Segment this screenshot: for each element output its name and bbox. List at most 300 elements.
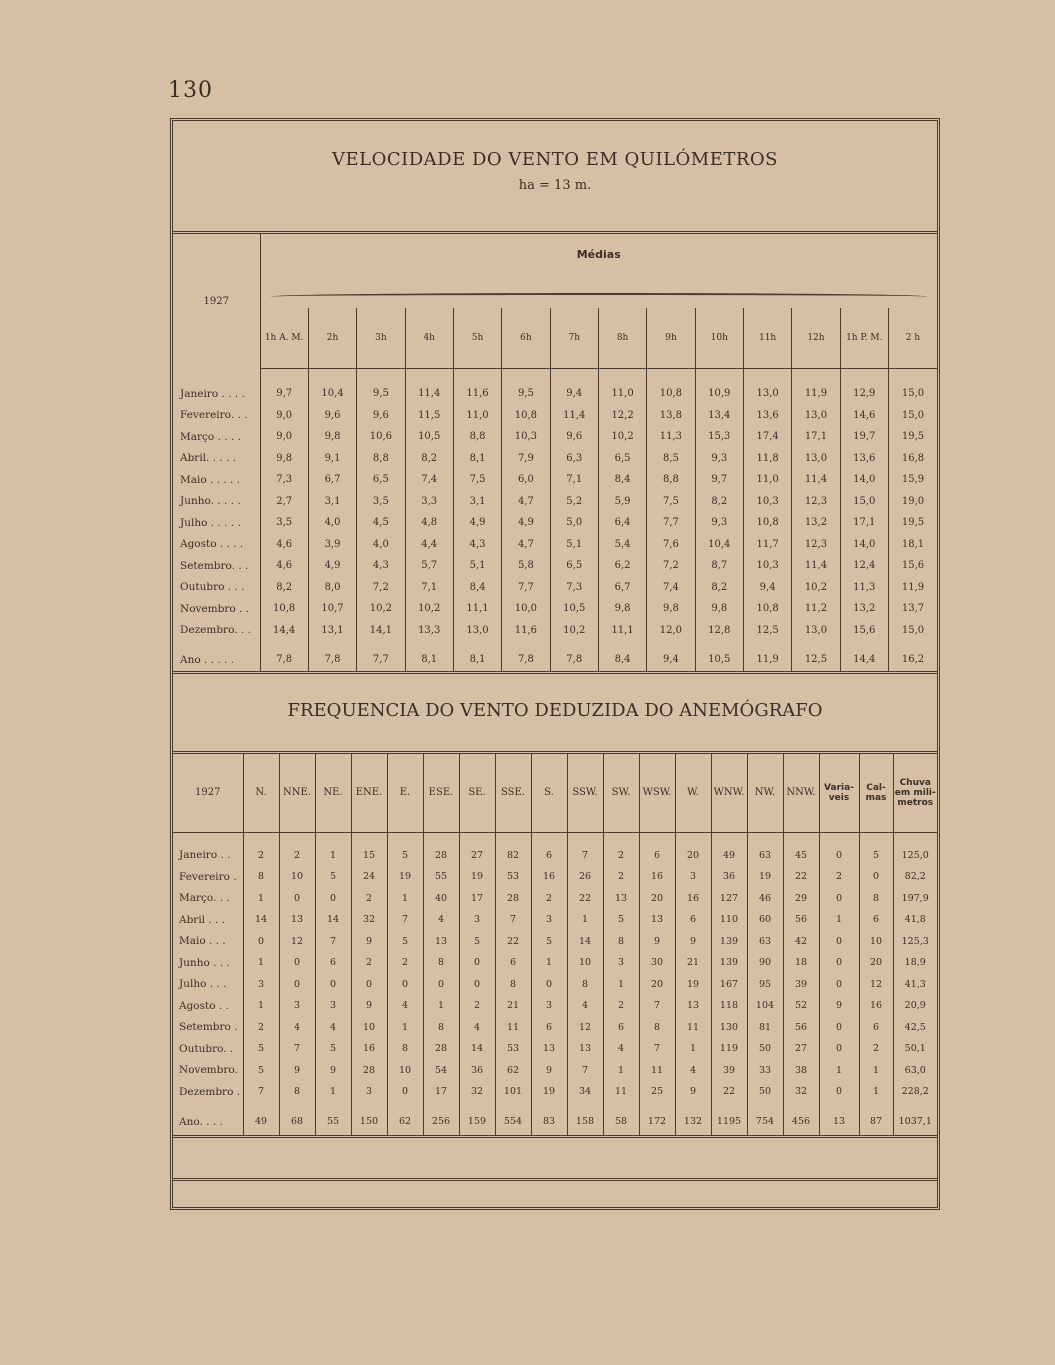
month-label: Junho . . . xyxy=(173,952,243,974)
month-label: Abril . . . xyxy=(173,909,243,931)
frequency-cell: 22 xyxy=(567,888,603,910)
speed-cell: 11,5 xyxy=(405,405,453,427)
frequency-cell: 1 xyxy=(675,1038,711,1060)
speed-cell: 4,9 xyxy=(453,512,501,534)
frequency-cell: 4 xyxy=(279,1017,315,1039)
speed-cell: 9,8 xyxy=(260,448,308,470)
speed-cell: 4,9 xyxy=(308,555,356,577)
frequency-cell: 8 xyxy=(639,1017,675,1039)
frequency-cell: 1 xyxy=(819,909,859,931)
table-frame xyxy=(170,118,940,1210)
frequency-cell: 30 xyxy=(639,952,675,974)
frequency-cell: 19 xyxy=(387,866,423,888)
frequency-cell: 1 xyxy=(859,1081,893,1103)
month-label: Julho . . . . . xyxy=(173,512,260,534)
frequency-cell: 6 xyxy=(603,1017,639,1039)
annual-cell: 159 xyxy=(459,1109,495,1137)
speed-cell: 8,7 xyxy=(695,555,743,577)
frequency-cell: 45 xyxy=(783,845,819,867)
frequency-cell: 5 xyxy=(315,866,351,888)
speed-cell: 3,5 xyxy=(357,491,405,513)
frequency-cell: 49 xyxy=(711,845,747,867)
annual-cell: 10,5 xyxy=(695,649,743,672)
frequency-cell: 0 xyxy=(459,974,495,996)
annual-cell: 7,8 xyxy=(260,649,308,672)
speed-cell: 3,1 xyxy=(308,491,356,513)
frequency-cell: 18 xyxy=(783,952,819,974)
speed-cell: 11,3 xyxy=(840,577,888,599)
frequency-cell: 28 xyxy=(423,1038,459,1060)
hour-header: 12h xyxy=(792,308,840,369)
speed-cell: 9,5 xyxy=(502,383,550,405)
direction-header: NNW. xyxy=(783,754,819,833)
frequency-cell: 21 xyxy=(675,952,711,974)
speed-cell: 11,9 xyxy=(901,581,925,593)
direction-header: W. xyxy=(675,754,711,833)
speed-cell: 3,1 xyxy=(453,491,501,513)
frequency-cell: 8 xyxy=(603,931,639,953)
speed-cell: 13,2 xyxy=(792,512,840,534)
frequency-cell: 125,3 xyxy=(901,935,929,947)
frequency-cell: 6 xyxy=(315,952,351,974)
frequency-cell: 2 xyxy=(603,995,639,1017)
frequency-cell: 4 xyxy=(603,1038,639,1060)
frequency-cell: 0 xyxy=(279,974,315,996)
frequency-cell: 1 xyxy=(315,845,351,867)
hour-header: 8h xyxy=(598,308,646,369)
frequency-cell: 5 xyxy=(531,931,567,953)
speed-cell: 9,6 xyxy=(357,405,405,427)
speed-cell: 9,6 xyxy=(308,405,356,427)
frequency-cell: 9 xyxy=(675,1081,711,1103)
frequency-cell: 9 xyxy=(351,931,387,953)
speed-cell: 13,2 xyxy=(840,598,888,620)
speed-cell: 16,8 xyxy=(901,452,925,464)
frequencia-table xyxy=(173,754,937,1138)
table-row xyxy=(173,620,937,642)
speed-cell: 13,6 xyxy=(840,448,888,470)
frequency-cell: 2 xyxy=(243,845,279,867)
speed-cell: 9,8 xyxy=(598,598,646,620)
frequency-cell: 9 xyxy=(819,995,859,1017)
frequency-cell: 7 xyxy=(567,1060,603,1082)
speed-cell: 15,6 xyxy=(901,560,925,572)
frequency-cell: 6 xyxy=(531,1017,567,1039)
speed-cell: 19,7 xyxy=(840,426,888,448)
speed-cell: 4,0 xyxy=(308,512,356,534)
speed-cell: 7,1 xyxy=(405,577,453,599)
frequency-cell: 53 xyxy=(495,866,531,888)
medias-label: Médias xyxy=(260,234,937,308)
speed-cell: 10,8 xyxy=(743,512,791,534)
frequency-cell: 25 xyxy=(639,1081,675,1103)
frequency-cell: 1 xyxy=(567,909,603,931)
annual-cell: 58 xyxy=(603,1109,639,1137)
frequency-cell: 0 xyxy=(819,845,859,867)
frequency-cell: 42,5 xyxy=(904,1021,926,1033)
speed-cell: 7,3 xyxy=(550,577,598,599)
frequency-cell: 0 xyxy=(819,888,859,910)
frequency-cell: 2 xyxy=(351,888,387,910)
frequency-cell: 0 xyxy=(423,974,459,996)
speed-cell: 19,5 xyxy=(901,431,925,443)
month-label: Abril. . . . . xyxy=(173,448,260,470)
frequency-cell: 3 xyxy=(459,909,495,931)
frequency-cell: 9 xyxy=(675,931,711,953)
speed-cell: 13,3 xyxy=(405,620,453,642)
speed-cell: 6,7 xyxy=(308,469,356,491)
speed-cell: 7,3 xyxy=(260,469,308,491)
frequency-cell: 18,9 xyxy=(904,957,926,969)
speed-cell: 15,0 xyxy=(901,388,925,400)
frequency-cell: 22 xyxy=(711,1081,747,1103)
frequency-cell: 1 xyxy=(603,1060,639,1082)
frequency-cell: 1 xyxy=(387,888,423,910)
frequency-cell: 119 xyxy=(711,1038,747,1060)
speed-cell: 11,4 xyxy=(792,469,840,491)
direction-header: SW. xyxy=(603,754,639,833)
table-row xyxy=(173,383,937,405)
frequency-cell: 32 xyxy=(783,1081,819,1103)
speed-cell: 6,5 xyxy=(598,448,646,470)
velocidade-title: VELOCIDADE DO VENTO EM QUILÓMETROS xyxy=(332,149,778,170)
velocidade-year: 1927 xyxy=(173,234,260,369)
direction-header: WSW. xyxy=(639,754,675,833)
speed-cell: 11,3 xyxy=(647,426,695,448)
frequency-cell: 28 xyxy=(423,845,459,867)
annual-row xyxy=(173,649,937,672)
frequency-cell: 9 xyxy=(639,931,675,953)
frequency-cell: 125,0 xyxy=(901,849,929,861)
speed-cell: 13,0 xyxy=(792,405,840,427)
frequency-cell: 13 xyxy=(567,1038,603,1060)
frequency-cell: 3 xyxy=(675,866,711,888)
frequency-cell: 17 xyxy=(423,1081,459,1103)
annual-cell: 55 xyxy=(315,1109,351,1137)
direction-header: SE. xyxy=(459,754,495,833)
frequency-cell: 6 xyxy=(639,845,675,867)
frequency-cell: 20 xyxy=(639,888,675,910)
table-row xyxy=(173,952,937,974)
speed-cell: 4,7 xyxy=(502,491,550,513)
speed-cell: 12,3 xyxy=(792,491,840,513)
frequency-cell: 0 xyxy=(387,1081,423,1103)
frequency-cell: 1 xyxy=(387,1017,423,1039)
frequency-cell: 12 xyxy=(859,974,893,996)
frequency-cell: 2 xyxy=(279,845,315,867)
frequency-cell: 2 xyxy=(603,845,639,867)
speed-cell: 7,7 xyxy=(647,512,695,534)
frequency-cell: 27 xyxy=(459,845,495,867)
month-label: Fevereiro . xyxy=(173,866,243,888)
speed-cell: 14,1 xyxy=(357,620,405,642)
frequency-cell: 0 xyxy=(387,974,423,996)
frequency-cell: 104 xyxy=(747,995,783,1017)
speed-cell: 17,1 xyxy=(792,426,840,448)
frequency-cell: 16 xyxy=(675,888,711,910)
frequency-cell: 5 xyxy=(603,909,639,931)
table-row xyxy=(173,1060,937,1082)
speed-cell: 10,4 xyxy=(695,534,743,556)
frequency-cell: 9 xyxy=(531,1060,567,1082)
frequency-cell: 46 xyxy=(747,888,783,910)
speed-cell: 5,8 xyxy=(502,555,550,577)
frequency-cell: 2 xyxy=(819,866,859,888)
table-row xyxy=(173,512,937,534)
frequency-cell: 197,9 xyxy=(901,892,929,904)
speed-cell: 13,4 xyxy=(695,405,743,427)
frequency-cell: 19 xyxy=(675,974,711,996)
speed-cell: 17,4 xyxy=(743,426,791,448)
table-row xyxy=(173,866,937,888)
frequency-cell: 14 xyxy=(567,931,603,953)
speed-cell: 12,4 xyxy=(840,555,888,577)
speed-cell: 17,1 xyxy=(840,512,888,534)
extra-header: Cal-mas xyxy=(859,754,893,833)
frequency-cell: 2 xyxy=(603,866,639,888)
speed-cell: 11,0 xyxy=(743,469,791,491)
frequency-cell: 4 xyxy=(459,1017,495,1039)
speed-cell: 5,1 xyxy=(550,534,598,556)
speed-cell: 4,7 xyxy=(502,534,550,556)
speed-cell: 10,5 xyxy=(550,598,598,620)
frequency-cell: 4 xyxy=(387,995,423,1017)
annual-cell: 456 xyxy=(783,1109,819,1137)
speed-cell: 3,5 xyxy=(260,512,308,534)
month-label: Outubro . . . xyxy=(173,577,260,599)
frequency-cell: 28 xyxy=(495,888,531,910)
frequency-cell: 5 xyxy=(243,1038,279,1060)
frequency-cell: 39 xyxy=(711,1060,747,1082)
frequency-cell: 8 xyxy=(243,866,279,888)
speed-cell: 9,5 xyxy=(357,383,405,405)
speed-cell: 8,4 xyxy=(453,577,501,599)
frequency-cell: 7 xyxy=(567,845,603,867)
frequency-cell: 22 xyxy=(495,931,531,953)
frequency-cell: 6 xyxy=(859,909,893,931)
annual-cell: 9,4 xyxy=(647,649,695,672)
month-label: Junho. . . . . xyxy=(173,491,260,513)
table-row xyxy=(173,598,937,620)
speed-cell: 12,0 xyxy=(647,620,695,642)
frequency-cell: 33 xyxy=(747,1060,783,1082)
frequency-cell: 127 xyxy=(711,888,747,910)
speed-cell: 10,8 xyxy=(647,383,695,405)
month-label: Março. . . xyxy=(173,888,243,910)
direction-header: NE. xyxy=(315,754,351,833)
speed-cell: 11,8 xyxy=(743,448,791,470)
annual-cell: 7,8 xyxy=(550,649,598,672)
frequency-cell: 2 xyxy=(243,1017,279,1039)
frequency-cell: 16 xyxy=(351,1038,387,1060)
annual-cell: 8,1 xyxy=(453,649,501,672)
frequency-cell: 2 xyxy=(351,952,387,974)
frequency-cell: 10 xyxy=(567,952,603,974)
frequency-cell: 27 xyxy=(783,1038,819,1060)
frequency-cell: 10 xyxy=(859,931,893,953)
month-label: Julho . . . xyxy=(173,974,243,996)
speed-cell: 8,8 xyxy=(453,426,501,448)
frequency-cell: 0 xyxy=(315,974,351,996)
frequency-cell: 0 xyxy=(531,974,567,996)
speed-cell: 10,2 xyxy=(550,620,598,642)
frequency-cell: 1 xyxy=(603,974,639,996)
annual-cell: 132 xyxy=(675,1109,711,1137)
speed-cell: 15,0 xyxy=(840,491,888,513)
speed-cell: 5,2 xyxy=(550,491,598,513)
annual-cell: 16,2 xyxy=(888,649,937,672)
frequency-cell: 110 xyxy=(711,909,747,931)
speed-cell: 10,2 xyxy=(357,598,405,620)
annual-label: Ano. . . . xyxy=(173,1109,243,1137)
table-row xyxy=(173,448,937,470)
speed-cell: 10,3 xyxy=(743,491,791,513)
frequency-cell: 40 xyxy=(423,888,459,910)
frequency-cell: 8 xyxy=(387,1038,423,1060)
table-row xyxy=(173,1081,937,1103)
speed-cell: 14,0 xyxy=(840,469,888,491)
frequency-cell: 8 xyxy=(423,952,459,974)
frequency-cell: 13 xyxy=(675,995,711,1017)
frequency-cell: 22 xyxy=(783,866,819,888)
frequency-cell: 5 xyxy=(315,1038,351,1060)
frequency-cell: 9 xyxy=(279,1060,315,1082)
speed-cell: 10,6 xyxy=(357,426,405,448)
footer-gap xyxy=(173,1138,937,1181)
month-label: Setembro . xyxy=(173,1017,243,1039)
frequency-cell: 8 xyxy=(423,1017,459,1039)
frequency-cell: 13 xyxy=(531,1038,567,1060)
frequency-cell: 11 xyxy=(675,1017,711,1039)
speed-cell: 11,4 xyxy=(405,383,453,405)
speed-cell: 4,5 xyxy=(357,512,405,534)
speed-cell: 15,6 xyxy=(840,620,888,642)
annual-cell: 1037,1 xyxy=(893,1109,937,1137)
frequency-cell: 10 xyxy=(279,866,315,888)
frequency-cell: 0 xyxy=(819,931,859,953)
month-label: Maio . . . . . xyxy=(173,469,260,491)
hour-header: 1h A. M. xyxy=(260,308,308,369)
frequency-cell: 3 xyxy=(603,952,639,974)
hour-header: 9h xyxy=(647,308,695,369)
speed-cell: 2,7 xyxy=(260,491,308,513)
hour-header: 4h xyxy=(405,308,453,369)
annual-cell: 7,8 xyxy=(308,649,356,672)
speed-cell: 4,8 xyxy=(405,512,453,534)
speed-cell: 19,0 xyxy=(901,495,925,507)
annual-cell: 7,7 xyxy=(357,649,405,672)
frequency-cell: 0 xyxy=(819,1081,859,1103)
speed-cell: 9,7 xyxy=(260,383,308,405)
frequency-cell: 4 xyxy=(675,1060,711,1082)
speed-cell: 9,4 xyxy=(550,383,598,405)
table-row xyxy=(173,1038,937,1060)
speed-cell: 9,4 xyxy=(743,577,791,599)
speed-cell: 10,5 xyxy=(405,426,453,448)
frequency-cell: 14 xyxy=(243,909,279,931)
speed-cell: 10,0 xyxy=(502,598,550,620)
frequency-cell: 130 xyxy=(711,1017,747,1039)
speed-cell: 9,7 xyxy=(695,469,743,491)
frequency-cell: 20 xyxy=(639,974,675,996)
speed-cell: 8,2 xyxy=(695,577,743,599)
frequency-cell: 19 xyxy=(531,1081,567,1103)
speed-cell: 12,8 xyxy=(695,620,743,642)
speed-cell: 11,1 xyxy=(598,620,646,642)
speed-cell: 8,4 xyxy=(598,469,646,491)
direction-header: S. xyxy=(531,754,567,833)
frequency-cell: 16 xyxy=(639,866,675,888)
frequency-cell: 4 xyxy=(567,995,603,1017)
speed-cell: 10,2 xyxy=(405,598,453,620)
speed-cell: 13,0 xyxy=(453,620,501,642)
frequency-cell: 1 xyxy=(819,1060,859,1082)
frequency-cell: 39 xyxy=(783,974,819,996)
direction-header: ENE. xyxy=(351,754,387,833)
speed-cell: 10,8 xyxy=(743,598,791,620)
speed-cell: 10,8 xyxy=(502,405,550,427)
frequency-cell: 10 xyxy=(387,1060,423,1082)
frequency-cell: 20,9 xyxy=(904,1000,926,1012)
direction-header: E. xyxy=(387,754,423,833)
speed-cell: 10,2 xyxy=(598,426,646,448)
frequency-cell: 6 xyxy=(531,845,567,867)
speed-cell: 4,4 xyxy=(405,534,453,556)
speed-cell: 12,5 xyxy=(743,620,791,642)
frequency-cell: 36 xyxy=(711,866,747,888)
speed-cell: 8,2 xyxy=(405,448,453,470)
frequency-cell: 32 xyxy=(459,1081,495,1103)
frequency-cell: 3 xyxy=(243,974,279,996)
speed-cell: 11,7 xyxy=(743,534,791,556)
frequency-cell: 6 xyxy=(675,909,711,931)
table-row xyxy=(173,491,937,513)
frequency-cell: 54 xyxy=(423,1060,459,1082)
frequency-cell: 50 xyxy=(747,1038,783,1060)
frequency-cell: 9 xyxy=(315,1060,351,1082)
frequency-cell: 0 xyxy=(819,952,859,974)
frequency-cell: 0 xyxy=(819,1017,859,1039)
speed-cell: 6,2 xyxy=(598,555,646,577)
frequency-cell: 55 xyxy=(423,866,459,888)
frequency-cell: 101 xyxy=(495,1081,531,1103)
frequency-cell: 34 xyxy=(567,1081,603,1103)
frequency-cell: 56 xyxy=(783,909,819,931)
speed-cell: 8,8 xyxy=(647,469,695,491)
hour-header: 2h xyxy=(308,308,356,369)
table-row xyxy=(173,426,937,448)
speed-cell: 7,9 xyxy=(502,448,550,470)
speed-cell: 7,5 xyxy=(647,491,695,513)
speed-cell: 3,3 xyxy=(405,491,453,513)
month-label: Setembro. . . xyxy=(173,555,260,577)
frequency-cell: 2 xyxy=(859,1038,893,1060)
frequency-cell: 36 xyxy=(459,1060,495,1082)
frequency-cell: 5 xyxy=(243,1060,279,1082)
frequency-cell: 2 xyxy=(531,888,567,910)
annual-cell: 7,8 xyxy=(502,649,550,672)
table-row xyxy=(173,555,937,577)
frequency-cell: 20 xyxy=(675,845,711,867)
frequency-cell: 3 xyxy=(351,1081,387,1103)
speed-cell: 7,6 xyxy=(647,534,695,556)
frequency-cell: 52 xyxy=(783,995,819,1017)
frequency-cell: 12 xyxy=(567,1017,603,1039)
annual-label: Ano . . . . . xyxy=(173,649,260,672)
speed-cell: 8,1 xyxy=(453,448,501,470)
table-row xyxy=(173,405,937,427)
month-label: Outubro. . xyxy=(173,1038,243,1060)
